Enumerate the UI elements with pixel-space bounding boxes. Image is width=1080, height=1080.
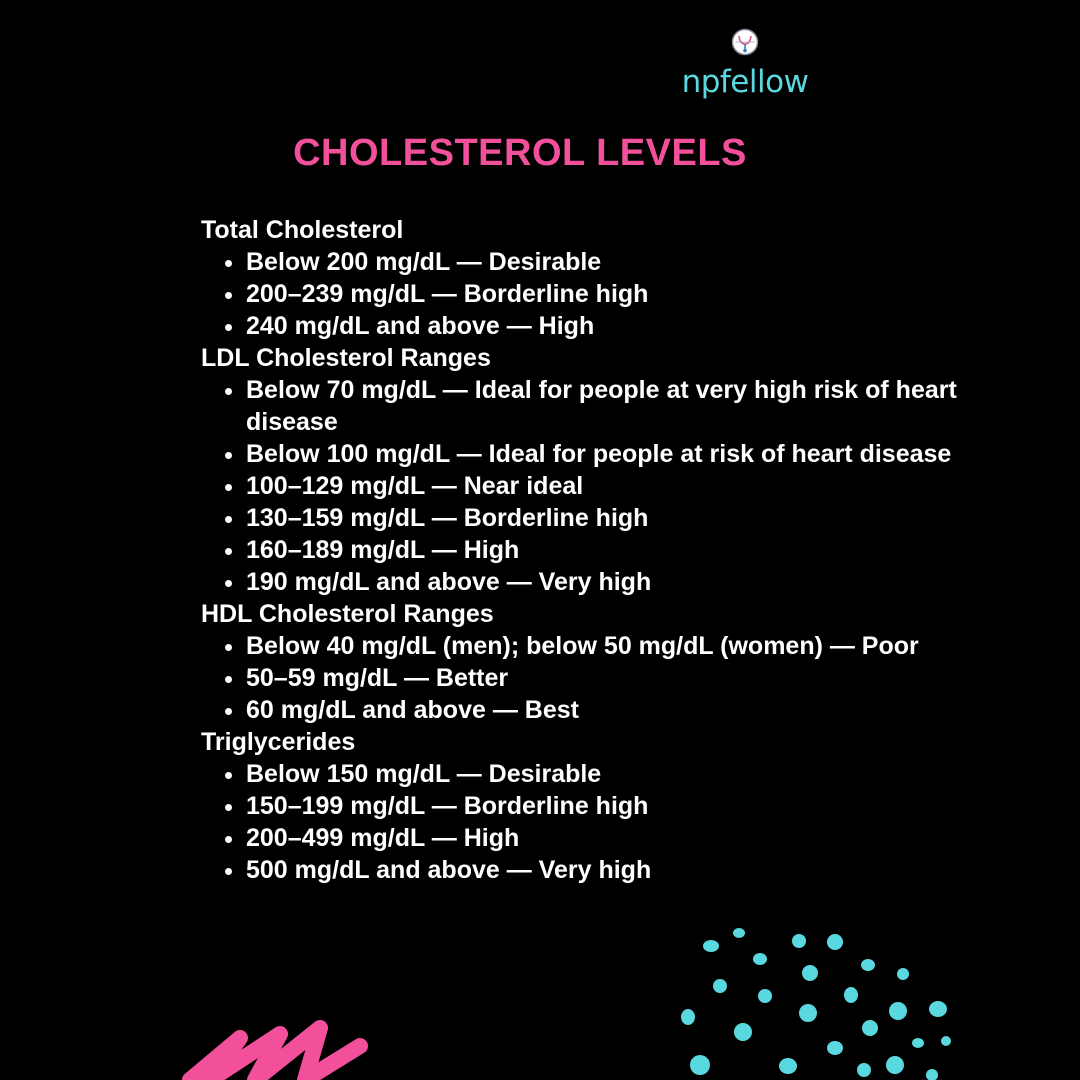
decorative-dot — [926, 1069, 938, 1080]
range-item: • 130–159 mg/dL — Borderline high — [246, 502, 991, 534]
section-heading: LDL Cholesterol Ranges — [201, 344, 491, 372]
decorative-dot — [844, 987, 858, 1003]
decorative-dot — [799, 1004, 817, 1022]
decorative-dot — [889, 1002, 907, 1020]
decorative-dot — [941, 1036, 951, 1046]
range-list — [201, 246, 991, 342]
range-item: • 100–129 mg/dL — Near ideal — [246, 470, 991, 502]
decorative-dot — [897, 968, 909, 980]
decorative-dot — [857, 1063, 871, 1077]
range-item: • 60 mg/dL and above — Best — [246, 694, 991, 726]
section-heading: HDL Cholesterol Ranges — [201, 600, 494, 628]
range-item: • 200–499 mg/dL — High — [246, 822, 991, 854]
range-item: • Below 200 mg/dL — Desirable — [246, 246, 991, 278]
decorative-dot — [733, 928, 745, 938]
decorative-dot — [681, 1009, 695, 1025]
range-item: • 500 mg/dL and above — Very high — [246, 854, 991, 886]
decorative-dot — [861, 959, 875, 971]
decorative-dot — [827, 934, 843, 950]
decorative-dots — [670, 915, 970, 1080]
section-heading: Total Cholesterol — [201, 216, 404, 244]
range-item: • 160–189 mg/dL — High — [246, 534, 991, 566]
brand-name: npfellow — [681, 64, 809, 100]
decorative-dot — [713, 979, 727, 993]
range-item: • Below 70 mg/dL — Ideal for people at very high risk of heart disease — [246, 374, 991, 438]
decorative-scribble — [170, 1010, 380, 1080]
range-item: • 200–239 mg/dL — Borderline high — [246, 278, 991, 310]
section-heading: Triglycerides — [201, 728, 356, 756]
decorative-dot — [734, 1023, 752, 1041]
decorative-dot — [862, 1020, 878, 1036]
range-list — [201, 374, 991, 598]
decorative-dot — [802, 965, 818, 981]
range-item: • 240 mg/dL and above — High — [246, 310, 991, 342]
stethoscope-globe-icon — [731, 28, 759, 56]
decorative-dot — [912, 1038, 924, 1048]
range-item: • 50–59 mg/dL — Better — [246, 662, 991, 694]
brand-logo — [680, 26, 810, 106]
decorative-dot — [827, 1041, 843, 1055]
range-item: • Below 100 mg/dL — Ideal for people at risk of heart disease — [246, 438, 991, 470]
range-item: • Below 40 mg/dL (men); below 50 mg/dL (women) — Poor — [246, 630, 991, 662]
page-title: CHOLESTEROL LEVELS — [293, 132, 747, 174]
range-item: • Below 150 mg/dL — Desirable — [246, 758, 991, 790]
range-item: • 190 mg/dL and above — Very high — [246, 566, 991, 598]
range-item: • 150–199 mg/dL — Borderline high — [246, 790, 991, 822]
decorative-dot — [886, 1056, 904, 1074]
cholesterol-ranges-list — [201, 214, 991, 886]
decorative-dot — [758, 989, 772, 1003]
decorative-dot — [792, 934, 806, 948]
range-list — [201, 758, 991, 886]
decorative-dot — [779, 1058, 797, 1074]
range-list — [201, 630, 991, 726]
decorative-dot — [753, 953, 767, 965]
decorative-dot — [690, 1055, 710, 1075]
decorative-dot — [929, 1001, 947, 1017]
decorative-dot — [703, 940, 719, 952]
